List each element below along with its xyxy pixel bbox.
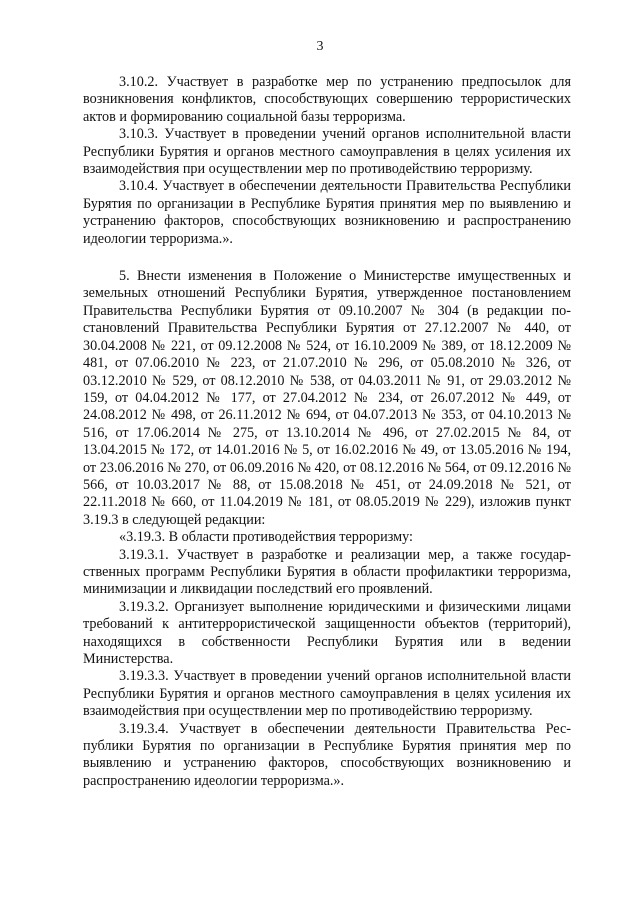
page-number: 3 [316,39,324,54]
paragraph-3-19-3-4: 3.19.3.4. Участвует в обеспечении деятельности Правительства Республики Бурятия по организации в Республике Бурятия принятия мер по выявлению и устранению факторов, способствующих возникновению и распространению идеологии терроризма.». [83,720,571,789]
section-spacer [83,248,571,268]
paragraph-item-5: 5. Внести изменения в Положение о Министерстве имущественных и земельных отношений Республики Бурятия, утвержденное постановлением Правительства Республики Бурятия от 09.10.2007 № 304 (в редакции постановлений Правительства Республики Бурятия от 27.12.2007 № 440, от 30.04.2008 № 221, от 09.12.2008 № 524, от 16.10.2009 № 389, от 18.12.2009 № 481, от 07.06.2010 № 223, от 21.07.2010 № 296, от 05.08.2010 № 326, от 03.12.2010 № 529, от 08.12.2010 № 538, от 04.03.2011 № 91, от 29.03.2012 № 159, от 04.04.2012 № 177, от 27.04.2012 № 234, от 26.07.2012 № 449, от 24.08.2012 № 498, от 26.11.2012 № 694, от 04.07.2013 № 353, от 04.10.2013 № 516, от 17.06.2014 № 275, от 13.10.2014 № 496, от 27.02.2015 № 84, от 13.04.2015 № 172, от 14.01.2016 № 5, от 16.02.2016 № 49, от 13.05.2016 № 194, от 23.06.2016 № 270, от 06.09.2016 № 420, от 08.12.2016 № 564, от 09.12.2016 № 566, от 10.03.2017 № 88, от 15.08.2018 № 451, от 24.09.2018 № 521, от 22.11.2018 № 660, от 11.04.2019 № 181, от 08.05.2019 № 229), изложив пункт 3.19.3 в следующей редакции: [83,268,571,528]
paragraph-3-19-3-heading: «3.19.3. В области противодействия терроризму: [119,529,413,546]
paragraph-3-19-3-1: 3.19.3.1. Участвует в разработке и реализации мер, а также государственных программ Республики Бурятия в области профилактики терроризма, минимизации и ликвидации последствий его проявлений. [83,546,571,598]
paragraph-3-19-3-3: 3.19.3.3. Участвует в проведении учений органов исполнительной власти Республики Бурятия и органов местного самоуправления в целях усиления их взаимодействия при осуществлении мер по противодействию терроризму. [83,668,571,720]
document-body [83,74,571,790]
paragraph-3-10-4: 3.10.4. Участвует в обеспечении деятельности Правительства Республики Бурятия по организации в Республике Бурятия принятия мер по выявлению и устранению факторов, способствующих возникновению и распространению идеологии терроризма.». [83,178,571,247]
paragraph-3-10-3: 3.10.3. Участвует в проведении учений органов исполнительной власти Республики Бурятия и органов местного самоуправления в целях усиления их взаимодействия при осуществлении мер по противодействию терроризму. [83,126,571,178]
paragraph-3-10-2: 3.10.2. Участвует в разработке мер по устранению предпосылок для возникновения конфликтов, способствующих совершению террористических актов и формированию социальной базы терроризма. [83,74,571,125]
paragraph-3-19-3-2: 3.19.3.2. Организует выполнение юридическими и физическими лицами требований к антитеррористической защищенности объектов (территорий), находящихся в собственности Республики Бурятия или в ведении Министерства. [83,598,571,667]
